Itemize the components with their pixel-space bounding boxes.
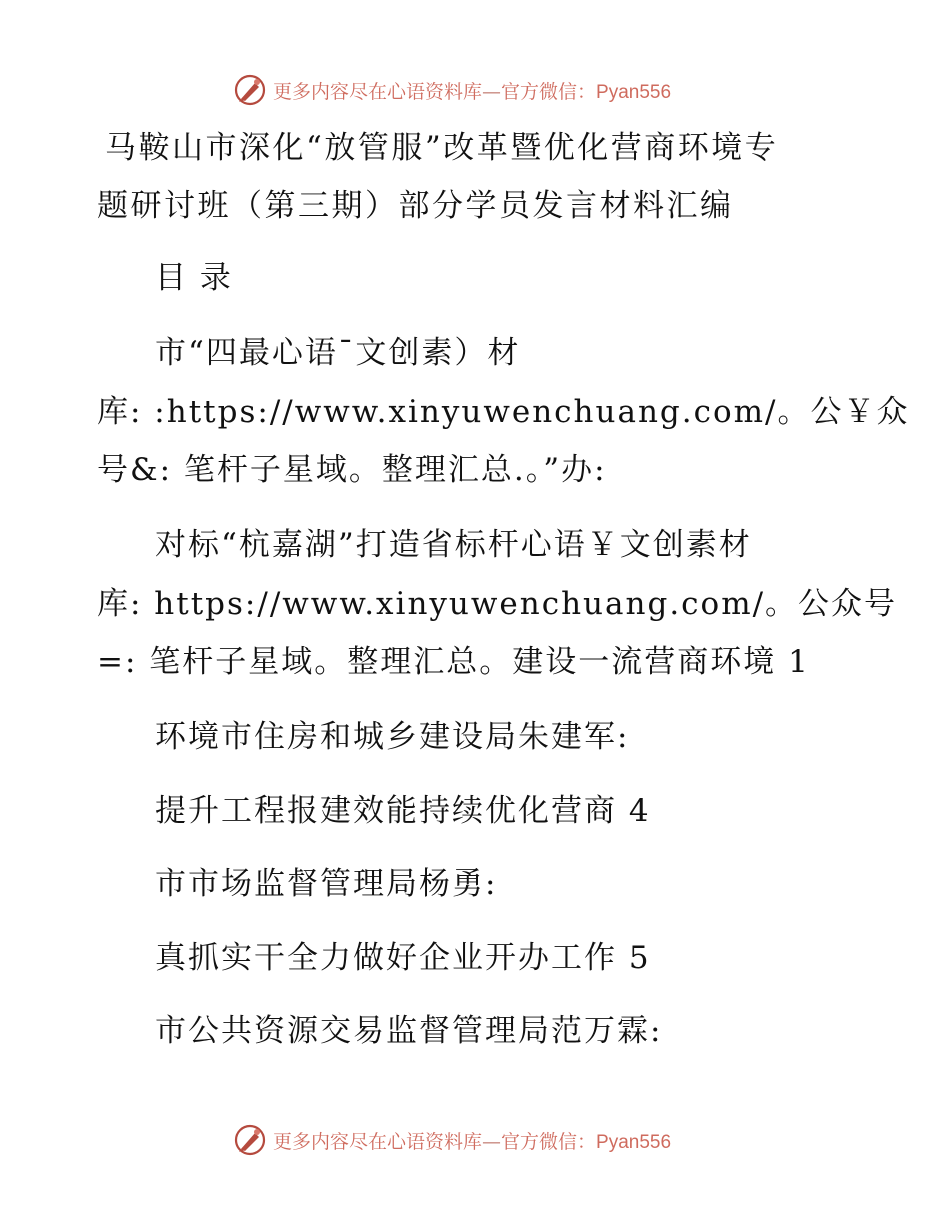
watermark-separator: —: [482, 1130, 502, 1153]
watermark-main-text: 更多内容尽在心语资料库: [273, 80, 483, 103]
watermark-wechat-label: 官方微信：: [501, 80, 597, 103]
watermark-wechat-label: 官方微信：: [501, 1130, 597, 1153]
document-title-line-2: 题研讨班（第三期）部分学员发言材料汇编: [97, 188, 734, 224]
toc-line-11: 市公共资源交易监督管理局范万霖:: [155, 1013, 663, 1049]
toc-line-8: 提升工程报建效能持续优化营商 4: [155, 793, 651, 829]
toc-heading: 目 录: [155, 260, 233, 296]
toc-line-1: 市“四最心语¯文创素）材: [155, 335, 521, 371]
toc-line-10: 真抓实干全力做好企业开办工作 5: [155, 940, 651, 976]
watermark-separator: —: [482, 80, 502, 103]
toc-line-9: 市市场监督管理局杨勇:: [155, 866, 498, 902]
watermark-text: [273, 77, 671, 104]
watermark-main-text: 更多内容尽在心语资料库: [273, 1130, 483, 1153]
watermark-wechat-id: Pyan556: [596, 1131, 672, 1153]
watermark-text: [273, 1127, 671, 1154]
footer-watermark: [233, 1120, 753, 1160]
document-title-line-1: 马鞍山市深化“放管服”改革暨优化营商环境专: [105, 130, 779, 166]
pen-nib-circle-icon: [233, 73, 267, 107]
watermark-wechat-id: Pyan556: [596, 81, 672, 103]
toc-line-6: =: 笔杆子星域。整理汇总。建设一流营商环境 1: [97, 644, 810, 680]
toc-line-2: 库: :https://www.xinyuwenchuang.com/。公￥众: [97, 394, 910, 430]
pen-nib-circle-icon: [233, 1123, 267, 1157]
toc-line-5: 库: https://www.xinyuwenchuang.com/。公众号: [97, 586, 898, 622]
toc-line-4: 对标“杭嘉湖”打造省标杆心语￥文创素材: [155, 527, 752, 563]
toc-line-7: 环境市住房和城乡建设局朱建军:: [155, 719, 630, 755]
toc-line-3: 号&: 笔杆子星域。整理汇总.。”办:: [97, 452, 607, 488]
header-watermark: [233, 70, 753, 110]
